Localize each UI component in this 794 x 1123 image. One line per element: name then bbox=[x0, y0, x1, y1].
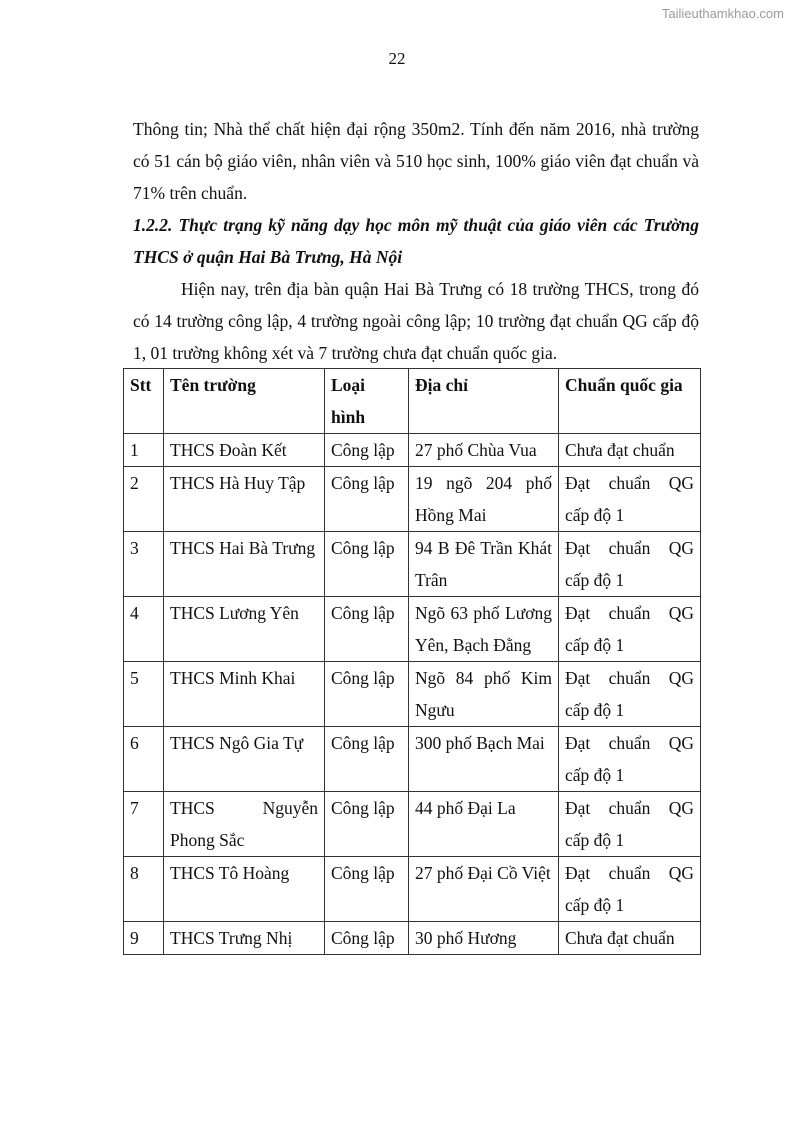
cell-name: THCS Tô Hoàng bbox=[164, 857, 325, 922]
cell-name: THCS Hai Bà Trưng bbox=[164, 532, 325, 597]
cell-address: 44 phố Đại La bbox=[409, 792, 559, 857]
cell-stt: 4 bbox=[124, 597, 164, 662]
table-header-row bbox=[124, 369, 701, 434]
table-row bbox=[124, 922, 701, 955]
table-row bbox=[124, 597, 701, 662]
table-row bbox=[124, 532, 701, 597]
cell-standard: Đạt chuẩn QG cấp độ 1 bbox=[559, 597, 701, 662]
cell-type: Công lập bbox=[325, 597, 409, 662]
table-row bbox=[124, 434, 701, 467]
cell-type: Công lập bbox=[325, 467, 409, 532]
cell-stt: 6 bbox=[124, 727, 164, 792]
intro-paragraph: Thông tin; Nhà thể chất hiện đại rộng 350m2. Tính đến năm 2016, nhà trường có 51 cán bộ giáo viên, nhân viên và 510 học sinh, 100% giáo viên đạt chuẩn và 71% trên chuẩn. bbox=[133, 119, 699, 203]
cell-address: 27 phố Đại Cồ Việt bbox=[409, 857, 559, 922]
table-row bbox=[124, 662, 701, 727]
cell-type: Công lập bbox=[325, 662, 409, 727]
cell-stt: 2 bbox=[124, 467, 164, 532]
cell-address: Ngõ 63 phố Lương Yên, Bạch Đằng bbox=[409, 597, 559, 662]
cell-name: THCS Nguyễn Phong Sắc bbox=[164, 792, 325, 857]
table-row bbox=[124, 857, 701, 922]
cell-type: Công lập bbox=[325, 532, 409, 597]
section-heading: 1.2.2. Thực trạng kỹ năng dạy học môn mỹ thuật của giáo viên các Trường THCS ở quận Hai Bà Trưng, Hà Nội bbox=[133, 215, 699, 267]
cell-name: THCS Đoàn Kết bbox=[164, 434, 325, 467]
cell-standard: Đạt chuẩn QG cấp độ 1 bbox=[559, 792, 701, 857]
cell-type: Công lập bbox=[325, 727, 409, 792]
cell-address: 94 B Đê Trần Khát Trân bbox=[409, 532, 559, 597]
cell-standard: Đạt chuẩn QG cấp độ 1 bbox=[559, 857, 701, 922]
header-name: Tên trường bbox=[164, 369, 325, 434]
cell-stt: 3 bbox=[124, 532, 164, 597]
cell-address: 30 phố Hương bbox=[409, 922, 559, 955]
cell-type: Công lập bbox=[325, 857, 409, 922]
table-row bbox=[124, 727, 701, 792]
cell-stt: 1 bbox=[124, 434, 164, 467]
cell-name: THCS Lương Yên bbox=[164, 597, 325, 662]
table-row bbox=[124, 792, 701, 857]
header-stt: Stt bbox=[124, 369, 164, 434]
cell-standard: Đạt chuẩn QG cấp độ 1 bbox=[559, 662, 701, 727]
cell-name: THCS Trưng Nhị bbox=[164, 922, 325, 955]
table-row bbox=[124, 467, 701, 532]
header-standard: Chuẩn quốc gia bbox=[559, 369, 701, 434]
cell-name: THCS Minh Khai bbox=[164, 662, 325, 727]
cell-type: Công lập bbox=[325, 434, 409, 467]
cell-address: Ngõ 84 phố Kim Ngưu bbox=[409, 662, 559, 727]
cell-stt: 8 bbox=[124, 857, 164, 922]
body-paragraph: Hiện nay, trên địa bàn quận Hai Bà Trưng có 18 trường THCS, trong đó có 14 trường công lập, 4 trường ngoài công lập; 10 trường đạt chuẩn QG cấp độ 1, 01 trường không xét và 7 trường chưa đạt chuẩn quốc gia. bbox=[133, 279, 699, 363]
document-body bbox=[133, 113, 699, 369]
cell-standard: Đạt chuẩn QG cấp độ 1 bbox=[559, 727, 701, 792]
cell-standard: Chưa đạt chuẩn bbox=[559, 922, 701, 955]
cell-standard: Chưa đạt chuẩn bbox=[559, 434, 701, 467]
watermark: Tailieuthamkhao.com bbox=[661, 6, 784, 21]
cell-stt: 7 bbox=[124, 792, 164, 857]
cell-name: THCS Ngô Gia Tự bbox=[164, 727, 325, 792]
cell-type: Công lập bbox=[325, 792, 409, 857]
cell-address: 300 phố Bạch Mai bbox=[409, 727, 559, 792]
header-type: Loại hình bbox=[325, 369, 409, 434]
cell-address: 27 phố Chùa Vua bbox=[409, 434, 559, 467]
cell-type: Công lập bbox=[325, 922, 409, 955]
cell-standard: Đạt chuẩn QG cấp độ 1 bbox=[559, 467, 701, 532]
header-address: Địa chỉ bbox=[409, 369, 559, 434]
cell-stt: 9 bbox=[124, 922, 164, 955]
page-number: 22 bbox=[388, 49, 406, 68]
cell-address: 19 ngõ 204 phố Hồng Mai bbox=[409, 467, 559, 532]
cell-stt: 5 bbox=[124, 662, 164, 727]
cell-standard: Đạt chuẩn QG cấp độ 1 bbox=[559, 532, 701, 597]
cell-name: THCS Hà Huy Tập bbox=[164, 467, 325, 532]
schools-table bbox=[123, 368, 701, 955]
